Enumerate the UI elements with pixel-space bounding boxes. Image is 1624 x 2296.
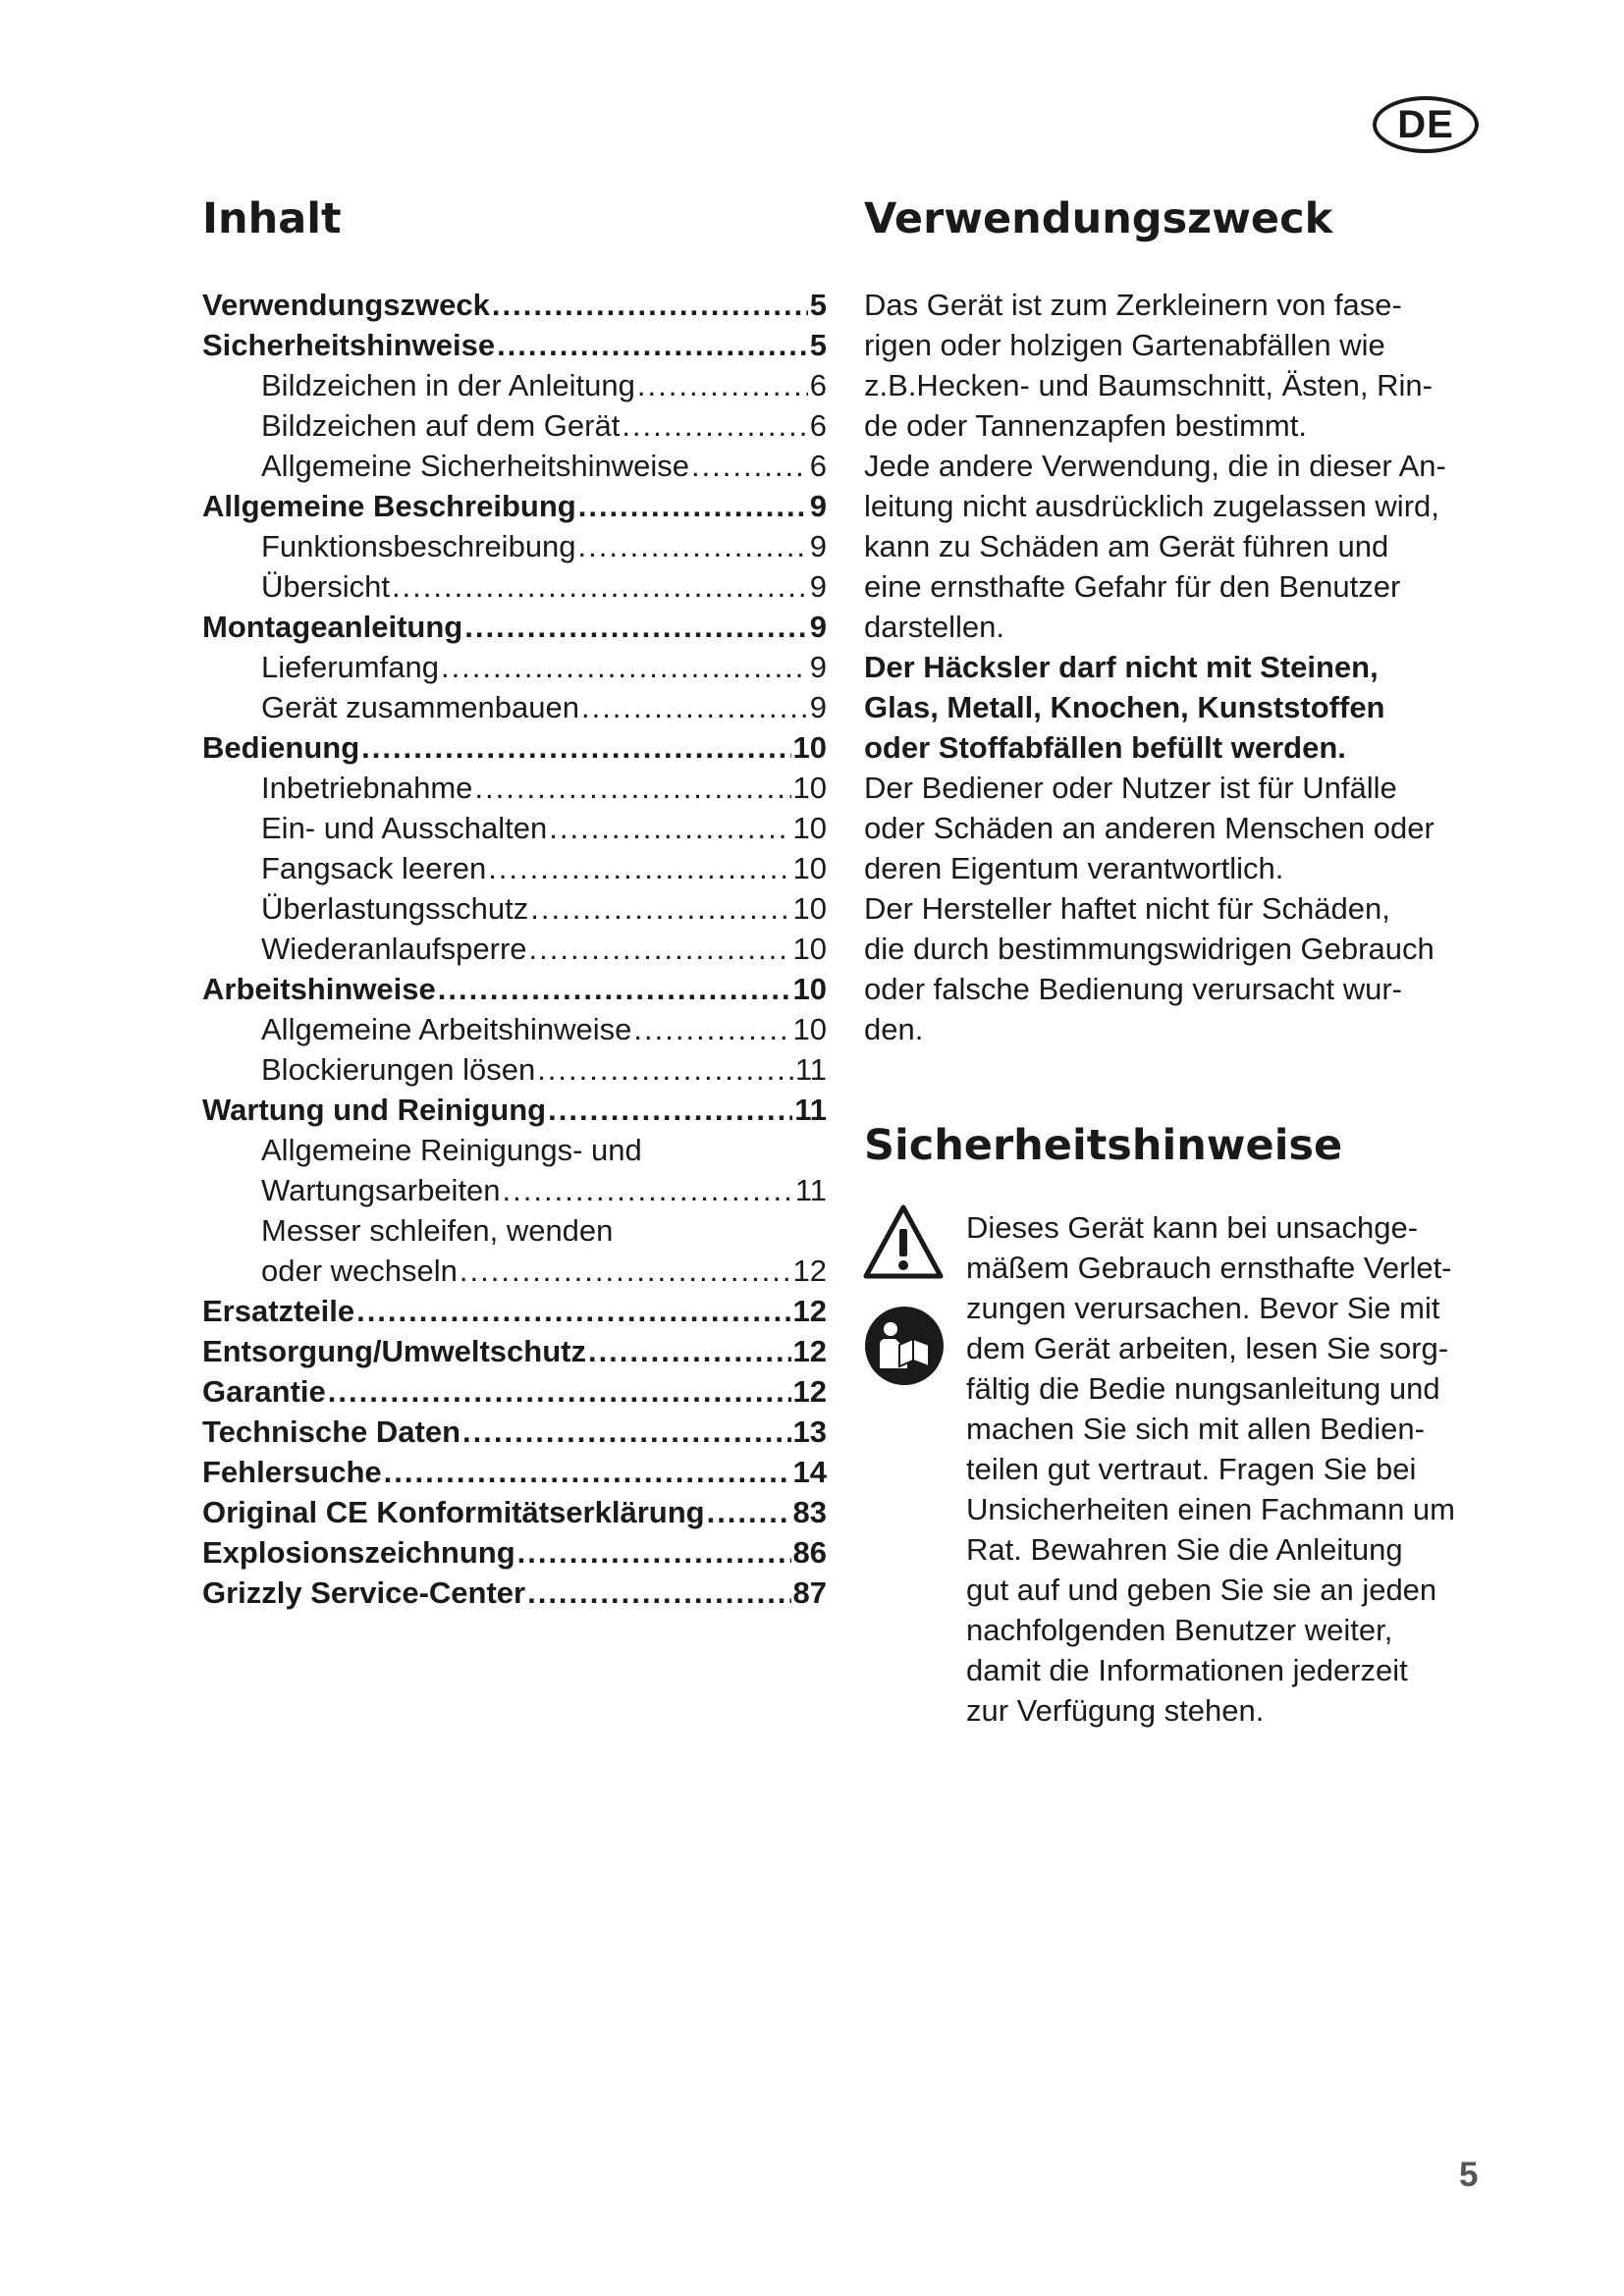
purpose-line: Der Häcksler darf nicht mit Steinen, — [864, 650, 1379, 684]
toc-entry — [202, 727, 827, 768]
toc-leader-dots — [529, 929, 791, 969]
toc-entry — [202, 365, 827, 405]
toc-leader-dots — [328, 1371, 791, 1412]
toc-leader-dots — [633, 1009, 790, 1049]
toc-leader-dots — [492, 285, 808, 325]
safety-text — [966, 1207, 1536, 1731]
toc-entry — [202, 1130, 827, 1170]
safety-line: dem Gerät arbeiten, lesen Sie sorg- — [966, 1331, 1449, 1365]
purpose-line: Das Gerät ist zum Zerkleinern von fase- — [864, 288, 1402, 322]
toc-entry — [202, 1210, 827, 1251]
toc-entry-title: Montageanleitung — [202, 610, 463, 644]
toc-entry — [202, 1331, 827, 1371]
toc-entry-title: Fehlersuche — [202, 1455, 382, 1489]
toc-entry-title: Verwendungszweck — [202, 288, 490, 322]
toc-entry-page: 10 — [792, 932, 827, 966]
toc-entry-title: Gerät zusammenbauen — [261, 690, 579, 724]
safety-line: Unsicherheiten einen Fachmann um — [966, 1492, 1455, 1526]
language-badge: DE — [1373, 96, 1479, 153]
purpose-line: Der Bediener oder Nutzer ist für Unfälle — [864, 771, 1397, 805]
safety-line: gut auf und geben Sie sie an jeden — [966, 1573, 1437, 1607]
toc-entry — [202, 405, 827, 446]
toc-entry-title: Bildzeichen auf dem Gerät — [261, 408, 621, 443]
toc-entry-page: 9 — [809, 650, 827, 684]
toc-leader-dots — [460, 1251, 791, 1291]
toc-entry-page: 10 — [792, 730, 827, 765]
toc-entry-page: 83 — [792, 1495, 827, 1529]
toc-entry — [202, 1452, 827, 1492]
toc-leader-dots — [464, 607, 808, 647]
toc-entry-title: Entsorgung/Umweltschutz — [202, 1334, 586, 1368]
toc-leader-dots — [548, 1090, 792, 1130]
safety-line: teilen gut vertraut. Fragen Sie bei — [966, 1452, 1417, 1486]
toc-leader-dots — [497, 325, 808, 365]
toc-leader-dots — [517, 1532, 791, 1573]
purpose-line: eine ernsthafte Gefahr für den Benutzer — [864, 569, 1401, 604]
toc-entry — [202, 1291, 827, 1331]
toc-entry — [202, 566, 827, 607]
purpose-line: oder falsche Bedienung verursacht wur- — [864, 972, 1402, 1006]
toc-leader-dots — [530, 888, 790, 929]
toc-entry — [202, 1009, 827, 1049]
toc-entry-page: 86 — [792, 1535, 827, 1570]
toc-leader-dots — [474, 768, 790, 808]
toc-entry-page: 6 — [809, 368, 827, 402]
toc-entry-title: Explosionszeichnung — [202, 1535, 515, 1570]
toc-entry-page: 11 — [794, 1052, 827, 1087]
safety-line: zungen verursachen. Bevor Sie mit — [966, 1291, 1440, 1325]
toc-entry-page: 9 — [809, 529, 827, 563]
toc-entry-title: Blockierungen lösen — [261, 1052, 536, 1087]
toc-entry-page: 6 — [809, 449, 827, 483]
toc-entry-title: oder wechseln — [261, 1254, 458, 1288]
toc-entry — [202, 486, 827, 526]
toc-entry — [202, 526, 827, 566]
toc-entry-page: 11 — [794, 1093, 827, 1127]
toc-leader-dots — [441, 647, 808, 687]
toc-leader-dots — [462, 1412, 791, 1452]
toc-leader-dots — [637, 365, 808, 405]
toc-entry-title: Messer schleifen, wenden — [261, 1213, 614, 1248]
toc-entry — [202, 848, 827, 888]
toc-leader-dots — [622, 405, 807, 446]
toc-entry — [202, 929, 827, 969]
toc-entry-title: Überlastungsschutz — [261, 891, 529, 926]
toc-entry — [202, 1412, 827, 1452]
toc-entry — [202, 325, 827, 365]
toc-entry-title: Wiederanlaufsperre — [261, 932, 527, 966]
toc-entry-title: Fangsack leeren — [261, 851, 487, 885]
toc-entry-page: 9 — [809, 610, 827, 644]
toc-entry-title: Bildzeichen in der Anleitung — [261, 368, 635, 402]
purpose-line: rigen oder holzigen Gartenabfällen wie — [864, 328, 1385, 362]
safety-line: nachfolgenden Benutzer weiter, — [966, 1613, 1393, 1647]
toc-entry-page: 12 — [792, 1374, 827, 1409]
toc-entry-page: 87 — [792, 1575, 827, 1610]
toc-leader-dots — [384, 1452, 791, 1492]
toc-leader-dots — [707, 1492, 791, 1532]
toc-entry-title: Allgemeine Beschreibung — [202, 489, 576, 523]
toc-entry — [202, 446, 827, 486]
toc-entry-page: 5 — [809, 288, 827, 322]
toc-entry — [202, 647, 827, 687]
safety-line: Rat. Bewahren Sie die Anleitung — [966, 1532, 1403, 1567]
toc-entry-page: 12 — [792, 1294, 827, 1328]
purpose-line: leitung nicht ausdrücklich zugelassen wird, — [864, 489, 1439, 523]
purpose-line: die durch bestimmungswidrigen Gebrauch — [864, 932, 1435, 966]
toc-entry-page: 10 — [792, 972, 827, 1006]
purpose-line: den. — [864, 1012, 924, 1046]
toc-entry-title: Grizzly Service-Center — [202, 1575, 526, 1610]
toc-entry-page: 10 — [792, 851, 827, 885]
purpose-line: Glas, Metall, Knochen, Kunststoffen — [864, 690, 1385, 724]
toc-entry-title: Arbeitshinweise — [202, 972, 436, 1006]
toc-leader-dots — [503, 1170, 793, 1210]
purpose-line: oder Stoffabfällen befüllt werden. — [864, 730, 1346, 765]
toc-entry-page: 6 — [809, 408, 827, 443]
toc-leader-dots — [578, 486, 808, 526]
toc-entry — [202, 285, 827, 325]
toc-entry-page: 10 — [792, 1012, 827, 1046]
toc-entry-title: Allgemeine Sicherheitshinweise — [261, 449, 689, 483]
toc-leader-dots — [691, 446, 808, 486]
toc-leader-dots — [588, 1331, 791, 1371]
toc-entry — [202, 1251, 827, 1291]
purpose-title: Verwendungszweck — [864, 194, 1333, 243]
toc-entry-page: 10 — [792, 771, 827, 805]
toc-leader-dots — [549, 808, 790, 848]
toc-entry-page: 14 — [792, 1455, 827, 1489]
toc-entry — [202, 687, 827, 727]
toc-entry-page: 9 — [809, 569, 827, 604]
safety-line: machen Sie sich mit allen Bedien- — [966, 1412, 1425, 1446]
toc-entry-title: Bedienung — [202, 730, 360, 765]
toc-entry-title: Inbetriebnahme — [261, 771, 473, 805]
toc-leader-dots — [488, 848, 790, 888]
purpose-line: Jede andere Verwendung, die in dieser An- — [864, 449, 1446, 483]
toc-entry — [202, 607, 827, 647]
toc-entry-page: 12 — [792, 1334, 827, 1368]
purpose-line: deren Eigentum verantwortlich. — [864, 851, 1284, 885]
toc-entry-title: Lieferumfang — [261, 650, 439, 684]
toc-entry-title: Garantie — [202, 1374, 326, 1409]
toc-entry-page: 10 — [792, 891, 827, 926]
toc-entry — [202, 1090, 827, 1130]
toc-entry — [202, 768, 827, 808]
toc-entry-title: Wartungsarbeiten — [261, 1173, 501, 1207]
toc-entry-page: 9 — [809, 690, 827, 724]
table-of-contents — [202, 285, 827, 1613]
toc-entry — [202, 1532, 827, 1573]
safety-line: Dieses Gerät kann bei unsachge- — [966, 1210, 1419, 1245]
toc-leader-dots — [438, 969, 791, 1009]
toc-leader-dots — [578, 526, 808, 566]
toc-entry — [202, 888, 827, 929]
toc-leader-dots — [392, 566, 808, 607]
toc-entry — [202, 1170, 827, 1210]
toc-leader-dots — [356, 1291, 790, 1331]
safety-line: damit die Informationen jederzeit — [966, 1653, 1408, 1687]
toc-leader-dots — [361, 727, 790, 768]
toc-entry — [202, 1492, 827, 1532]
toc-entry-page: 12 — [792, 1254, 827, 1288]
toc-entry-title: Sicherheitshinweise — [202, 328, 496, 362]
toc-entry — [202, 808, 827, 848]
toc-entry-page: 13 — [792, 1415, 827, 1449]
toc-entry-title: Technische Daten — [202, 1415, 461, 1449]
toc-entry — [202, 1049, 827, 1090]
toc-title: Inhalt — [202, 194, 342, 243]
purpose-line: darstellen. — [864, 610, 1005, 644]
toc-leader-dots — [527, 1573, 790, 1613]
page-number: 5 — [1459, 2156, 1479, 2194]
warning-triangle-icon — [862, 1203, 945, 1280]
toc-entry-title: Allgemeine Reinigungs- und — [261, 1133, 642, 1167]
purpose-line: z.B.Hecken- und Baumschnitt, Ästen, Rin- — [864, 368, 1433, 402]
toc-entry-page: 11 — [794, 1173, 827, 1207]
toc-entry-page: 9 — [809, 489, 827, 523]
safety-line: mäßem Gebrauch ernsthafte Verlet- — [966, 1251, 1452, 1285]
safety-line: fältig die Bedie nungsanleitung und — [966, 1371, 1440, 1406]
toc-entry-title: Übersicht — [261, 569, 390, 604]
purpose-line: de oder Tannenzapfen bestimmt. — [864, 408, 1307, 443]
safety-title: Sicherheitshinweise — [864, 1121, 1343, 1170]
purpose-line: kann zu Schäden am Gerät führen und — [864, 529, 1389, 563]
purpose-line: Der Hersteller haftet nicht für Schäden, — [864, 891, 1390, 926]
toc-entry-title: Ersatzteile — [202, 1294, 355, 1328]
read-manual-icon — [864, 1306, 945, 1386]
toc-entry-title: Wartung und Reinigung — [202, 1093, 547, 1127]
toc-leader-dots — [581, 687, 808, 727]
toc-entry-title: Ein- und Ausschalten — [261, 811, 548, 845]
toc-leader-dots — [537, 1049, 793, 1090]
toc-entry — [202, 1371, 827, 1412]
toc-entry-title: Original CE Konformitätserklärung — [202, 1495, 705, 1529]
toc-entry-page: 5 — [809, 328, 827, 362]
toc-entry-title: Allgemeine Arbeitshinweise — [261, 1012, 632, 1046]
safety-line: zur Verfügung stehen. — [966, 1693, 1265, 1728]
toc-entry — [202, 969, 827, 1009]
toc-entry — [202, 1573, 827, 1613]
purpose-text — [864, 285, 1532, 1049]
toc-entry-page: 10 — [792, 811, 827, 845]
purpose-line: oder Schäden an anderen Menschen oder — [864, 811, 1435, 845]
toc-entry-title: Funktionsbeschreibung — [261, 529, 576, 563]
